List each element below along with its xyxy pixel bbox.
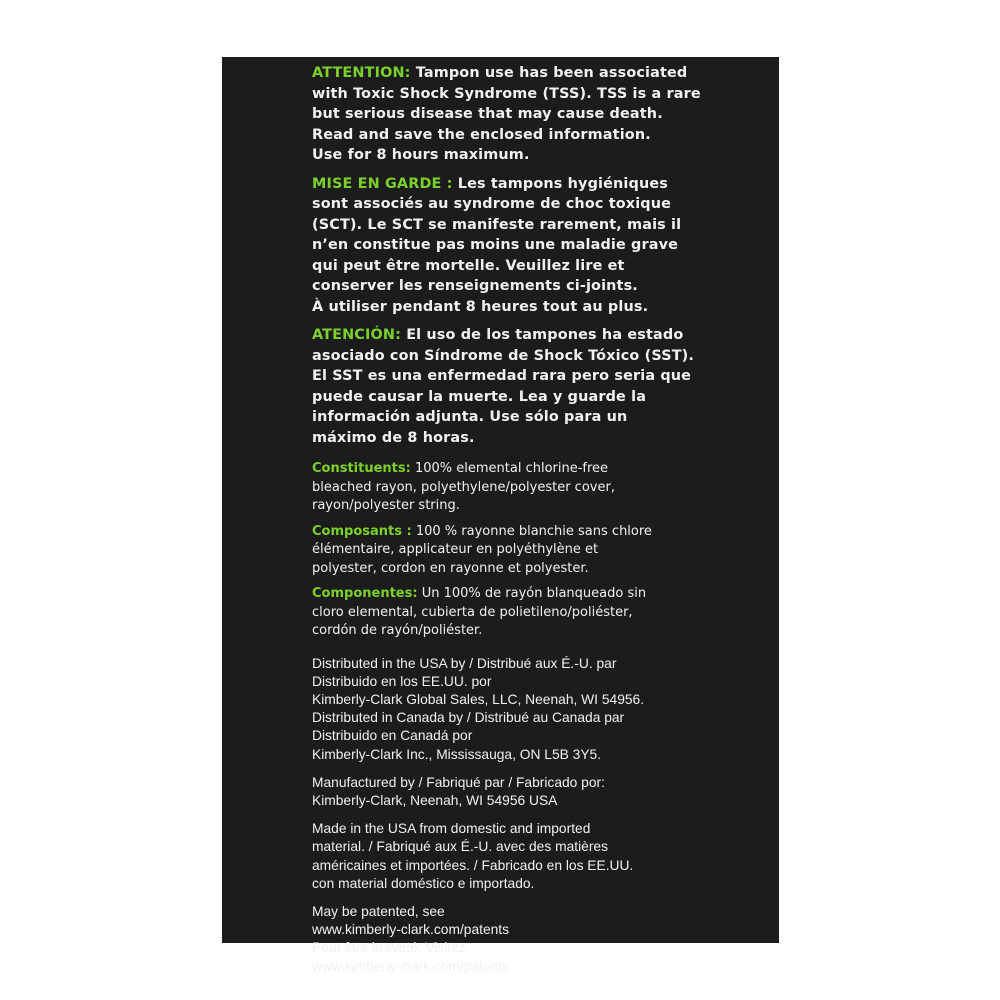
constituents-line: cordón de rayón/poliéster. <box>312 623 483 638</box>
distributor-info <box>312 655 759 764</box>
constituents-line: Composants : 100 % rayonne blanchie sans chlore <box>312 523 652 539</box>
warning-line: ATTENTION: Tampon use has been associated <box>312 65 688 81</box>
warning-line: Read and save the enclosed information. <box>312 126 651 143</box>
warning-line: (SCT). Le SCT se manifeste rarement, mais il <box>312 216 682 233</box>
constituents-heading: Composants : <box>312 523 412 539</box>
warning-line: asociado con Síndrome de Shock Tóxico (SST). <box>312 347 695 364</box>
info-line: Distribuido en los EE.UU. por <box>312 673 492 689</box>
info-line: Kimberly-Clark, Neenah, WI 54956 USA <box>312 792 558 808</box>
warning-line: puede causar la muerte. Lea y guarde la <box>312 388 647 405</box>
warning-spanish <box>312 325 759 448</box>
warning-line: Use for 8 hours maximum. <box>312 147 530 163</box>
info-line: Distribuido en Canadá por <box>312 728 473 744</box>
constituents-line: rayon/polyester string. <box>312 498 460 513</box>
info-line: Peut être breveté. Visitez <box>312 940 466 956</box>
info-line: material. / Fabriqué aux É.-U. avec des matières <box>312 839 608 855</box>
constituents-line: Componentes: Un 100% de rayón blanqueado sin <box>312 586 647 601</box>
constituents-line: cloro elemental, cubierta de polietileno/poliéster, <box>312 604 633 620</box>
constituents-line: polyester, cordon en rayonne et polyester. <box>312 560 589 576</box>
constituents-french <box>312 523 759 579</box>
constituents-line: bleached rayon, polyethylene/polyester cover, <box>312 479 615 495</box>
patent-info <box>312 903 759 976</box>
warning-line: ATENCIÓN: El uso de los tampones ha estado <box>312 327 684 343</box>
warning-line: conserver les renseignements ci-joints. <box>312 278 638 294</box>
info-line: May be patented, see <box>312 903 445 919</box>
info-line: Distributed in Canada by / Distribué au Canada par <box>312 710 625 726</box>
constituents-line: élémentaire, applicateur en polyéthylène et <box>312 542 599 557</box>
warning-line: n’en constitue pas moins une maladie grave <box>312 237 679 253</box>
warning-heading: ATTENTION: <box>312 65 411 81</box>
info-line: Manufactured by / Fabriqué par / Fabricado por: <box>312 774 605 790</box>
warning-english <box>312 63 759 166</box>
manufacturer-info <box>312 774 759 810</box>
warning-line: El SST es una enfermedad rara pero seria que <box>312 368 692 384</box>
origin-info <box>312 820 759 893</box>
info-line: Made in the USA from domestic and imported <box>312 821 591 837</box>
warning-line: with Toxic Shock Syndrome (TSS). TSS is a rare <box>312 85 701 102</box>
constituents-heading: Constituents: <box>312 461 411 476</box>
constituents-spanish <box>312 585 759 641</box>
info-line: Kimberly-Clark Global Sales, LLC, Neenah, WI 54956. <box>312 691 645 707</box>
warning-line: sont associés au syndrome de choc toxique <box>312 196 672 212</box>
warning-line: qui peut être mortelle. Veuillez lire et <box>312 257 625 274</box>
warning-line: but serious disease that may cause death. <box>312 106 663 122</box>
info-line: Distributed in the USA by / Distribué aux É.-U. par <box>312 655 617 671</box>
warning-french <box>312 174 759 318</box>
constituents-heading: Componentes: <box>312 586 418 601</box>
info-line: américaines et importées. / Fabricado en los EE.UU. <box>312 857 634 873</box>
patent-link: www.kimberly-clark.com/patents <box>312 922 510 938</box>
warning-line: máximo de 8 horas. <box>312 429 475 446</box>
warning-heading: ATENCIÓN: <box>312 327 402 343</box>
warning-line: MISE EN GARDE : Les tampons hygiéniques <box>312 175 668 192</box>
warning-line: información adjunta. Use sólo para un <box>312 409 628 425</box>
constituents-english <box>312 460 759 516</box>
info-line: con material doméstico e importado. <box>312 875 535 891</box>
package-panel <box>222 57 779 974</box>
constituents-line: Constituents: 100% elemental chlorine-free <box>312 461 609 476</box>
info-line: Kimberly-Clark Inc., Mississauga, ON L5B 3Y5. <box>312 746 602 762</box>
patent-link: www.kimberly-clark.com/patents <box>312 958 510 974</box>
warning-line: À utiliser pendant 8 heures tout au plus. <box>312 298 649 315</box>
warning-heading: MISE EN GARDE : <box>312 175 453 192</box>
